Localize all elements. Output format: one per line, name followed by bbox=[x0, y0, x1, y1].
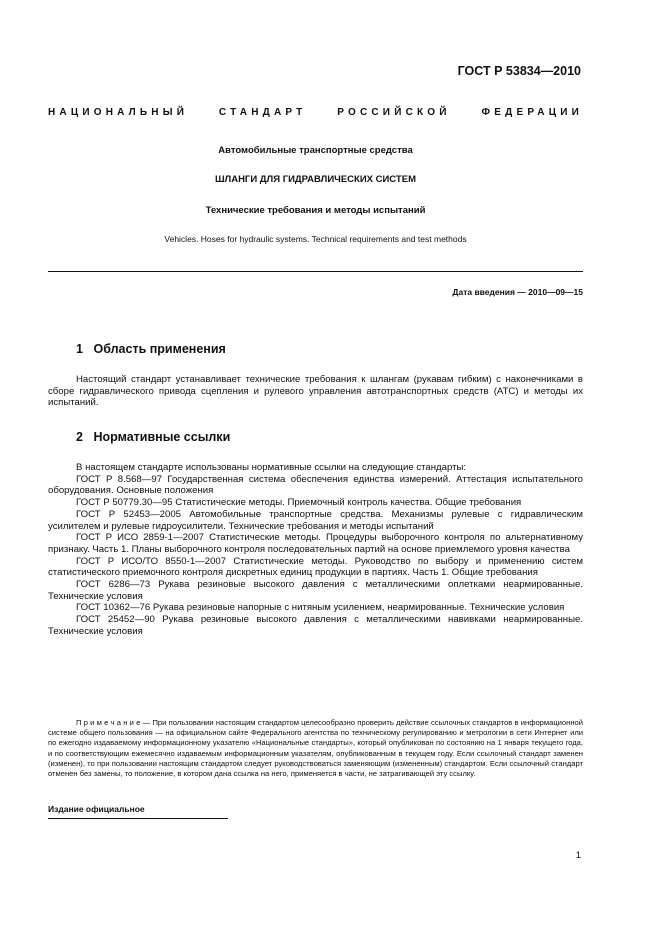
title-divider bbox=[48, 271, 583, 272]
section-2-title: Нормативные ссылки bbox=[93, 430, 231, 444]
band-word: ФЕДЕРАЦИИ bbox=[481, 107, 584, 118]
reference-item: ГОСТ Р 52453—2005 Автомобильные транспортные средства. Механизмы рулевые с гидравлическим усилителем и рулевые гидроусилители. Технические требования и методы испытаний bbox=[48, 508, 583, 532]
note-block bbox=[48, 718, 583, 779]
section-1-heading bbox=[76, 342, 226, 356]
reference-item: ГОСТ Р ИСО 2859-1—2007 Статистические методы. Процедуры выборочного контроля по альтернативному признаку. Часть 1. Планы выборочного контроля последовательных партий на основе приемлемого уровня качества bbox=[48, 532, 583, 555]
reference-item: ГОСТ Р 8.568—97 Государственная система обеспечения единства измерений. Аттестация испытательного оборудования. Основные положения bbox=[48, 473, 583, 497]
note-text: При пользовании настоящим стандартом целесообразно проверить действие ссылочных стандартов в информационной системе общего пользования — на официальном сайте Федерального агентства по техническому регулированию и метрологии в сети Интернет или по ежегодно издаваемому информационному указателю «Национальные стандарты», который опубликован по состоянию на 1 января текущего года, и по соответствующим ежемесячно издаваемым информационным указателям, опубликованным в текущем году. Если ссылочный стандарт заменен (изменен), то при пользовании настоящим стандартом следует руководствоваться заменяющим (измененным) стандартом. Если ссылочный стандарт отменен без замены, то положение, в котором дана ссылка на него, применяется в части, не затрагивающей эту ссылку. bbox=[48, 718, 583, 779]
section-2-body bbox=[48, 462, 583, 638]
note-label: П р и м е ч а н и е — bbox=[76, 718, 151, 727]
document-number: ГОСТ Р 53834—2010 bbox=[457, 64, 581, 78]
edition-label: Издание официальное bbox=[48, 804, 145, 814]
date-introduced: Дата введения — 2010—09—15 bbox=[452, 287, 583, 297]
title-line-3: Технические требования и методы испытаний bbox=[205, 205, 426, 216]
footer-divider bbox=[48, 818, 228, 819]
title-line-2: ШЛАНГИ ДЛЯ ГИДРАВЛИЧЕСКИХ СИСТЕМ bbox=[215, 174, 416, 185]
section-2-heading bbox=[76, 430, 230, 444]
section-2-number: 2 bbox=[76, 430, 83, 444]
band-word: СТАНДАРТ bbox=[218, 107, 307, 118]
title-line-1: Автомобильные транспортные средства bbox=[218, 145, 413, 156]
reference-item: ГОСТ Р 50779.30—95 Статистические методы. Приемочный контроль качества. Общие требования bbox=[76, 497, 522, 509]
reference-item: ГОСТ 6286—73 Рукава резиновые высокого давления с металлическими оплетками неармированные. Технические условия bbox=[48, 579, 583, 602]
band-word: НАЦИОНАЛЬНЫЙ bbox=[48, 107, 189, 118]
paragraph: Настоящий стандарт устанавливает технические требования к шлангам (рукавам гибким) с наконечниками в сборе гидравлического привода сцепления и рулевого управления автотранспортных средств (АТС) и методы их испытаний. bbox=[48, 374, 583, 409]
reference-item: ГОСТ 10362—76 Рукава резиновые напорные с нитяным усилением, неармированные. Технические условия bbox=[76, 602, 565, 614]
references-intro: В настоящем стандарте использованы нормативные ссылки на следующие стандарты: bbox=[76, 462, 467, 473]
band-word: РОССИЙСКОЙ bbox=[337, 107, 451, 118]
title-english: Vehicles. Hoses for hydraulic systems. Technical requirements and test methods bbox=[164, 234, 467, 244]
reference-item: ГОСТ Р ИСО/ТО 8550-1—2007 Статистические методы. Руководство по выбору и применению систем статистического приемочного контроля дискретных единиц продукции в партиях. Часть 1. Общие требования bbox=[48, 555, 583, 579]
section-1-body bbox=[48, 374, 583, 409]
section-1-title: Область применения bbox=[93, 342, 226, 356]
reference-item: ГОСТ 25452—90 Рукава резиновые высокого давления с металлическими навивками неармированные. Технические условия bbox=[48, 614, 583, 637]
page-number: 1 bbox=[575, 850, 581, 861]
section-1-number: 1 bbox=[76, 342, 83, 356]
national-standard-band bbox=[48, 107, 583, 118]
